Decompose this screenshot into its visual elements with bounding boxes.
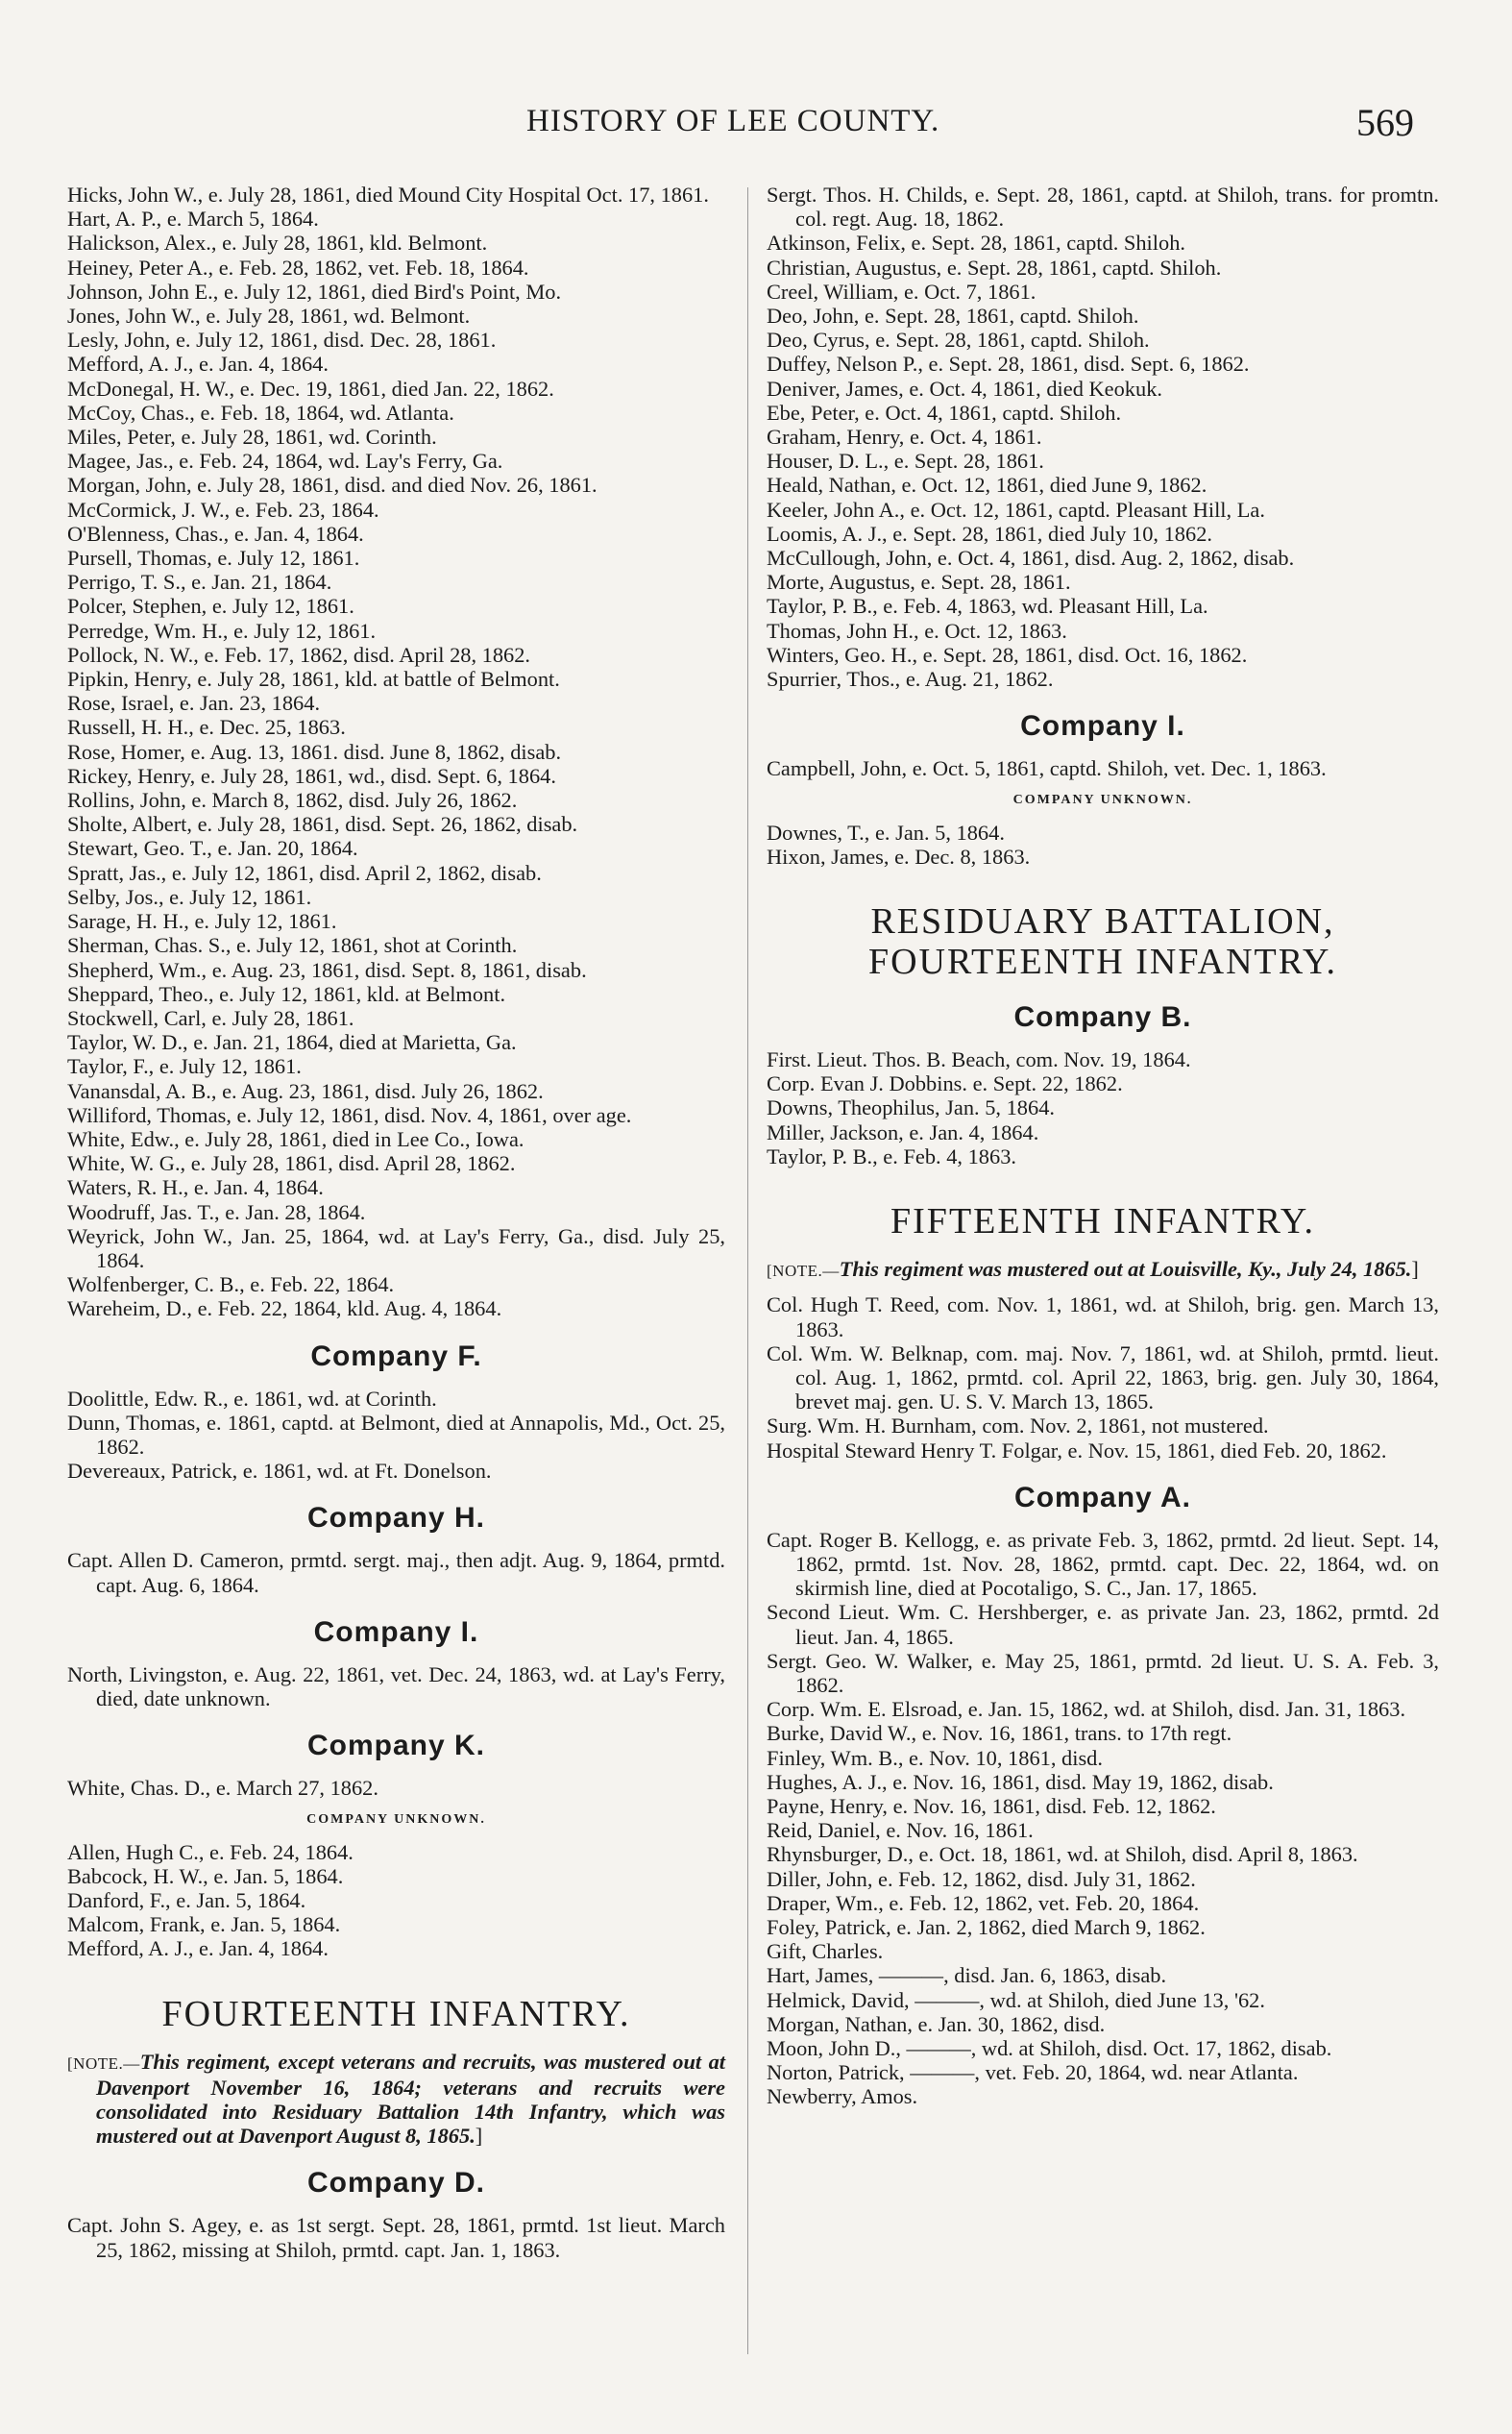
roster-entry: Miller, Jackson, e. Jan. 4, 1864.	[767, 1119, 1039, 1144]
roster-entry: Jones, John W., e. July 28, 1861, wd. Belmont.	[67, 304, 471, 329]
roster-entry: Williford, Thomas, e. July 12, 1861, disd. Nov. 4, 1861, over age.	[67, 1102, 632, 1127]
roster-entry: Deo, John, e. Sept. 28, 1861, captd. Shiloh.	[767, 304, 1139, 329]
regiment-note	[67, 2050, 725, 2149]
roster-entry: Lesly, John, e. July 12, 1861, disd. Dec. 28, 1861.	[67, 328, 497, 353]
roster-entry: Hixon, James, e. Dec. 8, 1863.	[767, 844, 1031, 869]
regiment-heading: FIFTEENTH INFANTRY.	[890, 1201, 1315, 1242]
roster-entry: Corp. Evan J. Dobbins. e. Sept. 22, 1862.	[767, 1071, 1123, 1096]
note-text: This regiment was mustered out at Louisville, Ky., July 24, 1865.	[839, 1257, 1412, 1282]
right-column	[767, 183, 1439, 2109]
roster-entry: Gift, Charles.	[767, 1939, 884, 1964]
roster-entry: Halickson, Alex., e. July 28, 1861, kld. Belmont.	[67, 231, 488, 256]
roster-entry: Magee, Jas., e. Feb. 24, 1864, wd. Lay's Ferry, Ga.	[67, 449, 503, 474]
roster-entry: Hart, A. P., e. March 5, 1864.	[67, 207, 319, 232]
company-heading: Company I.	[313, 1615, 479, 1648]
roster-entry: Hicks, John W., e. July 28, 1861, died Mound City Hospital Oct. 17, 1861.	[67, 183, 709, 207]
roster-entry: Taylor, W. D., e. Jan. 21, 1864, died at Marietta, Ga.	[67, 1030, 517, 1055]
roster-entry: Shepherd, Wm., e. Aug. 23, 1861, disd. Sept. 8, 1861, disab.	[67, 957, 587, 982]
roster-entry: Deo, Cyrus, e. Sept. 28, 1861, captd. Shiloh.	[767, 328, 1150, 353]
note-label: [NOTE.—	[767, 1262, 840, 1281]
roster-entry: Doolittle, Edw. R., e. 1861, wd. at Corinth.	[67, 1386, 437, 1411]
roster-entry: Creel, William, e. Oct. 7, 1861.	[767, 279, 1036, 304]
company-heading: Company B.	[1013, 1001, 1192, 1034]
roster-entry: Sholte, Albert, e. July 28, 1861, disd. Sept. 26, 1862, disab.	[67, 812, 578, 837]
roster-entry: Rhynsburger, D., e. Oct. 18, 1861, wd. at Shiloh, disd. April 8, 1863.	[767, 1842, 1358, 1867]
roster-entry: Wolfenberger, C. B., e. Feb. 22, 1864.	[67, 1272, 395, 1297]
roster-entry: Dunn, Thomas, e. 1861, captd. at Belmont, died at Annapolis, Md., Oct. 25, 1862.	[67, 1410, 725, 1459]
roster-entry: Pursell, Thomas, e. July 12, 1861.	[67, 546, 360, 571]
roster-entry: Waters, R. H., e. Jan. 4, 1864.	[67, 1175, 324, 1200]
page-number: 569	[1356, 101, 1414, 144]
company-heading: Company H.	[306, 1502, 486, 1535]
roster-entry: Rose, Homer, e. Aug. 13, 1861. disd. June 8, 1862, disab.	[67, 739, 562, 764]
roster-entry: Perredge, Wm. H., e. July 12, 1861.	[67, 618, 377, 643]
roster-entry: McCormick, J. W., e. Feb. 23, 1864.	[67, 497, 379, 522]
company-heading: Company D.	[306, 2167, 486, 2200]
roster-entry: Col. Hugh T. Reed, com. Nov. 1, 1861, wd. at Shiloh, brig. gen. March 13, 1863.	[767, 1292, 1439, 1341]
roster-entry: Burke, David W., e. Nov. 16, 1861, trans. to 17th regt.	[767, 1721, 1232, 1746]
roster-entry: Spurrier, Thos., e. Aug. 21, 1862.	[767, 667, 1054, 692]
roster-entry: McCullough, John, e. Oct. 4, 1861, disd. Aug. 2, 1862, disab.	[767, 546, 1295, 571]
roster-entry: Thomas, John H., e. Oct. 12, 1863.	[767, 618, 1067, 643]
roster-entry: McCoy, Chas., e. Feb. 18, 1864, wd. Atlanta.	[67, 400, 454, 425]
roster-entry: Perrigo, T. S., e. Jan. 21, 1864.	[67, 570, 332, 595]
roster-entry: Diller, John, e. Feb. 12, 1862, disd. July 31, 1862.	[767, 1866, 1196, 1891]
roster-entry: Heiney, Peter A., e. Feb. 28, 1862, vet. Feb. 18, 1864.	[67, 255, 529, 280]
note-label: [NOTE.—	[67, 2053, 140, 2073]
roster-entry: Taylor, P. B., e. Feb. 4, 1863, wd. Pleasant Hill, La.	[767, 594, 1208, 619]
running-title: HISTORY OF LEE COUNTY.	[526, 104, 940, 138]
roster-entry: Deniver, James, e. Oct. 4, 1861, died Keokuk.	[767, 376, 1162, 401]
roster-entry: Russell, H. H., e. Dec. 25, 1863.	[67, 715, 346, 740]
roster-entry: Sarage, H. H., e. July 12, 1861.	[67, 909, 337, 934]
roster-entry: Stewart, Geo. T., e. Jan. 20, 1864.	[67, 836, 358, 861]
roster-entry: Payne, Henry, e. Nov. 16, 1861, disd. Feb. 12, 1862.	[767, 1793, 1216, 1818]
roster-entry: Atkinson, Felix, e. Sept. 28, 1861, captd. Shiloh.	[767, 231, 1185, 256]
column-divider	[747, 187, 748, 2354]
roster-entry: Weyrick, John W., Jan. 25, 1864, wd. at Lay's Ferry, Ga., disd. July 25, 1864.	[67, 1223, 725, 1272]
roster-entry: Woodruff, Jas. T., e. Jan. 28, 1864.	[67, 1199, 366, 1224]
roster-entry: Hughes, A. J., e. Nov. 16, 1861, disd. May 19, 1862, disab.	[767, 1769, 1274, 1794]
roster-entry: Miles, Peter, e. July 28, 1861, wd. Corinth.	[67, 425, 437, 450]
roster-entry: Sheppard, Theo., e. July 12, 1861, kld. at Belmont.	[67, 981, 506, 1006]
regiment-heading: RESIDUARY BATTALION, FOURTEENTH INFANTRY.	[867, 901, 1338, 983]
roster-entry: Rickey, Henry, e. July 28, 1861, wd., disd. Sept. 6, 1864.	[67, 763, 556, 788]
roster-entry: Capt. John S. Agey, e. as 1st sergt. Sept. 28, 1861, prmtd. 1st lieut. March 25, 1862, missing at Shiloh, prmtd. capt. Jan. 1, 1863.	[67, 2213, 725, 2262]
roster-entry: White, Edw., e. July 28, 1861, died in Lee Co., Iowa.	[67, 1126, 524, 1151]
roster-entry: Devereaux, Patrick, e. 1861, wd. at Ft. Donelson.	[67, 1459, 492, 1484]
roster-entry: Campbell, John, e. Oct. 5, 1861, captd. Shiloh, vet. Dec. 1, 1863.	[767, 756, 1327, 781]
roster-entry: Surg. Wm. H. Burnham, com. Nov. 2, 1861, not mustered.	[767, 1414, 1269, 1438]
roster-entry: Capt. Allen D. Cameron, prmtd. sergt. maj., then adjt. Aug. 9, 1864, prmtd. capt. Aug. 6, 1864.	[67, 1548, 725, 1597]
regiment-heading: FOURTEENTH INFANTRY.	[161, 1993, 631, 2034]
roster-entry: Pollock, N. W., e. Feb. 17, 1862, disd. April 28, 1862.	[67, 642, 531, 667]
roster-entry: Ebe, Peter, e. Oct. 4, 1861, captd. Shiloh.	[767, 400, 1122, 425]
note-close: ]	[1411, 1257, 1419, 1282]
company-heading: Company F.	[310, 1340, 482, 1372]
regiment-note	[767, 1257, 1439, 1283]
roster-entry: North, Livingston, e. Aug. 22, 1861, vet. Dec. 24, 1863, wd. at Lay's Ferry, died, date unknown.	[67, 1661, 725, 1710]
roster-entry: Norton, Patrick, ———, vet. Feb. 20, 1864, wd. near Atlanta.	[767, 2060, 1299, 2085]
roster-entry: Taylor, P. B., e. Feb. 4, 1863.	[767, 1143, 1016, 1168]
roster-entry: Pipkin, Henry, e. July 28, 1861, kld. at battle of Belmont.	[67, 667, 560, 692]
roster-entry: Morte, Augustus, e. Sept. 28, 1861.	[767, 570, 1071, 595]
roster-entry: Graham, Henry, e. Oct. 4, 1861.	[767, 425, 1042, 450]
roster-entry: Heald, Nathan, e. Oct. 12, 1861, died June 9, 1862.	[767, 473, 1207, 498]
roster-entry: Houser, D. L., e. Sept. 28, 1861.	[767, 449, 1044, 474]
roster-entry: Danford, F., e. Jan. 5, 1864.	[67, 1887, 306, 1912]
roster-entry: Finley, Wm. B., e. Nov. 10, 1861, disd.	[767, 1745, 1103, 1770]
roster-entry: White, Chas. D., e. March 27, 1862.	[67, 1776, 378, 1801]
company-unknown-heading: COMPANY UNKNOWN.	[306, 1812, 486, 1828]
roster-entry: Babcock, H. W., e. Jan. 5, 1864.	[67, 1863, 344, 1888]
running-head	[0, 101, 1512, 152]
roster-entry: Hospital Steward Henry T. Folgar, e. Nov. 15, 1861, died Feb. 20, 1862.	[767, 1438, 1387, 1463]
roster-entry: White, W. G., e. July 28, 1861, disd. April 28, 1862.	[67, 1151, 516, 1176]
roster-entry: Hart, James, ———, disd. Jan. 6, 1863, disab.	[767, 1963, 1167, 1988]
roster-entry: Morgan, Nathan, e. Jan. 30, 1862, disd.	[767, 2011, 1106, 2036]
roster-entry: Sergt. Thos. H. Childs, e. Sept. 28, 1861, captd. at Shiloh, trans. for promtn. col. regt. Aug. 18, 1862.	[767, 183, 1439, 232]
roster-entry: Col. Wm. W. Belknap, com. maj. Nov. 7, 1861, wd. at Shiloh, prmtd. lieut. col. Aug. 1, 1862, prmtd. col. April 22, 1863, brig. gen. July 30, 1864, brevet maj. gen. U. S. V. March 13, 1865.	[767, 1340, 1439, 1414]
roster-entry: Keeler, John A., e. Oct. 12, 1861, captd. Pleasant Hill, La.	[767, 497, 1265, 522]
roster-entry: Taylor, F., e. July 12, 1861.	[67, 1054, 302, 1079]
roster-entry: Mefford, A. J., e. Jan. 4, 1864.	[67, 352, 329, 377]
roster-entry: O'Blenness, Chas., e. Jan. 4, 1864.	[67, 521, 364, 546]
roster-entry: Downes, T., e. Jan. 5, 1864.	[767, 820, 1005, 845]
roster-entry: Sherman, Chas. S., e. July 12, 1861, shot at Corinth.	[67, 933, 518, 958]
roster-entry: Loomis, A. J., e. Sept. 28, 1861, died July 10, 1862.	[767, 521, 1212, 546]
roster-entry: Sergt. Geo. W. Walker, e. May 25, 1861, prmtd. 2d lieut. U. S. A. Feb. 3, 1862.	[767, 1648, 1439, 1697]
roster-entry: Corp. Wm. E. Elsroad, e. Jan. 15, 1862, wd. at Shiloh, disd. Jan. 31, 1863.	[767, 1697, 1406, 1722]
left-column	[67, 183, 725, 2262]
note-close: ]	[475, 2124, 483, 2149]
roster-entry: Morgan, John, e. July 28, 1861, disd. and died Nov. 26, 1861.	[67, 473, 597, 498]
company-heading: Company K.	[306, 1730, 486, 1762]
roster-entry: Allen, Hugh C., e. Feb. 24, 1864.	[67, 1839, 354, 1864]
roster-entry: Rollins, John, e. March 8, 1862, disd. July 26, 1862.	[67, 788, 518, 813]
roster-entry: Polcer, Stephen, e. July 12, 1861.	[67, 594, 354, 619]
note-text: This regiment, except veterans and recruits, was mustered out at Davenport November 16, 1864; veterans and recruits were consolidated into Residuary Battalion 14th Infantry, which was mustered out at Davenport August 8, 1865.	[96, 2049, 725, 2149]
company-heading: Company A.	[1014, 1481, 1191, 1513]
roster-entry: McDonegal, H. W., e. Dec. 19, 1861, died Jan. 22, 1862.	[67, 376, 554, 401]
roster-entry: Second Lieut. Wm. C. Hershberger, e. as private Jan. 23, 1862, prmtd. 2d lieut. Jan. 4, 1865.	[767, 1600, 1439, 1649]
roster-entry: Newberry, Amos.	[767, 2084, 918, 2109]
roster-entry: Malcom, Frank, e. Jan. 5, 1864.	[67, 1912, 341, 1937]
roster-entry: Reid, Daniel, e. Nov. 16, 1861.	[767, 1818, 1034, 1843]
roster-entry: Helmick, David, ———, wd. at Shiloh, died June 13, '62.	[767, 1987, 1265, 2012]
roster-entry: Duffey, Nelson P., e. Sept. 28, 1861, disd. Sept. 6, 1862.	[767, 352, 1250, 377]
roster-entry: Downs, Theophilus, Jan. 5, 1864.	[767, 1095, 1055, 1120]
roster-entry: Johnson, John E., e. July 12, 1861, died Bird's Point, Mo.	[67, 279, 562, 304]
company-unknown-heading: COMPANY UNKNOWN.	[1012, 793, 1193, 808]
roster-entry: Mefford, A. J., e. Jan. 4, 1864.	[67, 1936, 329, 1961]
company-heading: Company I.	[1020, 710, 1185, 743]
roster-entry: Stockwell, Carl, e. July 28, 1861.	[67, 1005, 354, 1030]
roster-entry: Rose, Israel, e. Jan. 23, 1864.	[67, 691, 321, 716]
roster-entry: Vanansdal, A. B., e. Aug. 23, 1861, disd. July 26, 1862.	[67, 1078, 544, 1103]
roster-entry: Winters, Geo. H., e. Sept. 28, 1861, disd. Oct. 16, 1862.	[767, 642, 1248, 667]
roster-entry: Selby, Jos., e. July 12, 1861.	[67, 884, 312, 909]
roster-entry: First. Lieut. Thos. B. Beach, com. Nov. 19, 1864.	[767, 1047, 1191, 1072]
roster-entry: Spratt, Jas., e. July 12, 1861, disd. April 2, 1862, disab.	[67, 860, 542, 885]
roster-entry: Wareheim, D., e. Feb. 22, 1864, kld. Aug. 4, 1864.	[67, 1296, 502, 1321]
roster-entry: Capt. Roger B. Kellogg, e. as private Feb. 3, 1862, prmtd. 2d lieut. Sept. 14, 1862, prmtd. 1st. Nov. 28, 1862, prmtd. capt. Dec. 22, 1864, wd. on skirmish line, died at Pocotaligo, S. C., Jan. 17, 1865.	[767, 1527, 1439, 1601]
roster-entry: Christian, Augustus, e. Sept. 28, 1861, captd. Shiloh.	[767, 255, 1222, 280]
roster-entry: Moon, John D., ———, wd. at Shiloh, disd. Oct. 17, 1862, disab.	[767, 2035, 1332, 2060]
roster-entry: Draper, Wm., e. Feb. 12, 1862, vet. Feb. 20, 1864.	[767, 1890, 1200, 1915]
roster-entry: Foley, Patrick, e. Jan. 2, 1862, died March 9, 1862.	[767, 1914, 1206, 1939]
